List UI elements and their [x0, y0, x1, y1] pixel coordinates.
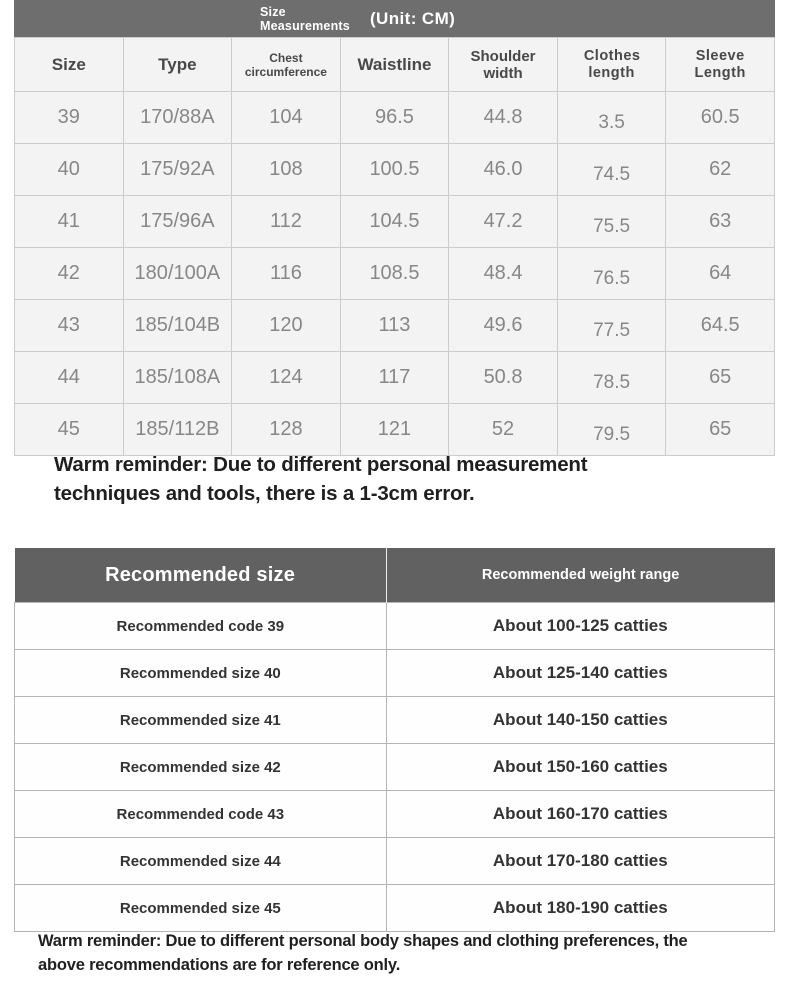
size-table-cell-value: 40 — [57, 158, 80, 180]
recommended-weight-header: Recommended weight range — [386, 548, 774, 603]
size-table-cell-value: 175/92A — [140, 158, 215, 180]
recommended-size-cell: Recommended size 40 — [15, 650, 387, 697]
size-table-cell — [449, 404, 558, 456]
size-table-cell — [557, 404, 666, 456]
size-table-cell — [15, 92, 124, 144]
recommendation-row — [15, 650, 775, 697]
size-table-cell-value: 78.5 — [593, 371, 631, 393]
size-column-header-1: Type — [123, 38, 232, 92]
size-table-cell-value: 96.5 — [375, 106, 414, 128]
size-table-cell-value: 74.5 — [593, 163, 631, 185]
size-table-cell-value: 128 — [269, 418, 303, 440]
size-table-cell — [232, 92, 341, 144]
size-column-header-6: Sleeve Length — [666, 38, 775, 92]
size-column-header-0: Size — [15, 38, 124, 92]
size-table-cell — [666, 92, 775, 144]
recommendation-row — [15, 838, 775, 885]
size-table-cell-value: 75.5 — [593, 215, 631, 237]
recommended-weight-cell: About 150-160 catties — [386, 744, 774, 791]
size-table-cell-value: 39 — [57, 106, 80, 128]
size-table-cell — [15, 352, 124, 404]
size-table-cell — [123, 300, 232, 352]
recommended-size-cell: Recommended size 45 — [15, 885, 387, 932]
size-table-cell — [449, 144, 558, 196]
size-table-cell — [232, 352, 341, 404]
size-table-cell — [340, 248, 449, 300]
size-table-row — [15, 352, 775, 404]
size-table-cell-value: 60.5 — [700, 106, 740, 128]
size-table-cell-value: 64.5 — [700, 314, 740, 336]
size-table-cell-value: 48.4 — [483, 262, 523, 284]
size-table-cell-value: 65 — [709, 418, 732, 440]
size-table-cell — [340, 404, 449, 456]
recommended-size-cell: Recommended size 44 — [15, 838, 387, 885]
size-table-cell-value: 42 — [57, 262, 80, 284]
recommended-size-header: Recommended size — [15, 548, 387, 603]
size-table-title: Size Measurements — [260, 4, 350, 33]
recommended-weight-cell: About 170-180 catties — [386, 838, 774, 885]
size-table-cell — [449, 92, 558, 144]
size-table-cell — [15, 196, 124, 248]
size-table-cell-value: 120 — [269, 314, 303, 336]
size-table-cell-value: 77.5 — [593, 319, 631, 341]
size-table-cell — [340, 144, 449, 196]
size-table-cell-value: 44.8 — [483, 106, 523, 128]
size-table-cell — [232, 196, 341, 248]
size-table-cell-value: 112 — [269, 210, 302, 232]
size-table-cell-value: 63 — [709, 210, 732, 232]
size-table-cell — [123, 404, 232, 456]
recommendation-row — [15, 885, 775, 932]
recommended-weight-cell: About 160-170 catties — [386, 791, 774, 838]
reference-only-note — [38, 929, 688, 977]
size-table-cell — [123, 196, 232, 248]
size-table-cell — [15, 404, 124, 456]
recommended-weight-cell: About 180-190 catties — [386, 885, 774, 932]
size-column-header-2: Chest circumference — [232, 38, 341, 92]
size-table-cell — [123, 352, 232, 404]
recommendation-row — [15, 697, 775, 744]
size-table-cell-value: 104.5 — [369, 210, 420, 232]
size-table-cell-value: 180/100A — [134, 262, 221, 284]
reference-only-note-line1: Warm reminder: Due to different personal body shapes and clothing preferences, the — [38, 932, 688, 950]
size-table-cell — [449, 248, 558, 300]
size-table-cell — [340, 352, 449, 404]
size-table-cell — [123, 248, 232, 300]
size-table-cell — [557, 196, 666, 248]
recommended-size-cell: Recommended code 43 — [15, 791, 387, 838]
size-table-cell-value: 45 — [57, 418, 80, 440]
size-table-cell-value: 65 — [709, 366, 732, 388]
size-table-cell-value: 116 — [269, 262, 302, 284]
size-table-cell-value: 64 — [709, 262, 732, 284]
size-table-cell — [15, 248, 124, 300]
size-table-row — [15, 196, 775, 248]
size-table-cell-value: 108 — [269, 158, 303, 180]
recommended-size-cell: Recommended size 41 — [15, 697, 387, 744]
size-table-cell-value: 185/108A — [134, 366, 221, 388]
size-table-cell — [557, 248, 666, 300]
size-measurements-section — [14, 0, 775, 456]
size-table-cell-value: 121 — [377, 418, 412, 440]
size-column-header-3: Waistline — [340, 38, 449, 92]
measurement-error-note-line2: techniques and tools, there is a 1-3cm error. — [54, 481, 475, 505]
recommendation-row — [15, 744, 775, 791]
size-table-cell-value: 47.2 — [483, 210, 523, 232]
size-table-cell-value: 100.5 — [369, 158, 420, 180]
recommended-size-cell: Recommended code 39 — [15, 603, 387, 650]
recommended-weight-cell: About 125-140 catties — [386, 650, 774, 697]
size-table-row — [15, 300, 775, 352]
size-table-cell-value: 79.5 — [593, 423, 631, 445]
recommendation-section — [14, 548, 775, 932]
recommended-weight-cell: About 100-125 catties — [386, 603, 774, 650]
size-table-cell-value: 41 — [57, 210, 80, 232]
size-table-cell — [666, 196, 775, 248]
size-table-cell — [15, 300, 124, 352]
size-table-cell — [557, 144, 666, 196]
size-table-cell-value: 170/88A — [140, 106, 215, 128]
size-table-cell-value: 124 — [269, 366, 303, 388]
size-table-unit: (Unit: CM) — [370, 8, 456, 28]
size-table-row — [15, 92, 775, 144]
size-column-header-5: Clothes length — [557, 38, 666, 92]
size-table-header-row — [15, 38, 775, 92]
size-table-cell — [15, 144, 124, 196]
recommended-weight-cell: About 140-150 catties — [386, 697, 774, 744]
size-column-header-4: Shoulder width — [449, 38, 558, 92]
size-table-cell-value: 46.0 — [483, 158, 523, 180]
size-table-cell-value: 76.5 — [593, 267, 631, 289]
size-table-row — [15, 248, 775, 300]
size-table-cell — [557, 92, 666, 144]
size-table-cell-value: 104 — [269, 106, 303, 128]
size-table-cell — [449, 300, 558, 352]
size-table-title-bar — [14, 0, 775, 37]
size-table-cell-value: 185/104B — [134, 314, 221, 336]
size-table-cell — [232, 144, 341, 196]
size-table-cell — [666, 352, 775, 404]
recommended-size-cell: Recommended size 42 — [15, 744, 387, 791]
size-table-cell-value: 49.6 — [483, 314, 523, 336]
size-table-row — [15, 404, 775, 456]
size-table-cell — [340, 196, 449, 248]
size-table-cell — [123, 144, 232, 196]
size-table-row — [15, 144, 775, 196]
size-table-cell — [666, 144, 775, 196]
size-table-cell-value: 50.8 — [483, 366, 523, 388]
size-table-cell — [449, 196, 558, 248]
size-table-cell-value: 62 — [709, 158, 732, 180]
size-table-cell-value: 175/96A — [140, 210, 215, 232]
recommendation-header-row — [15, 548, 775, 603]
recommendation-table — [14, 548, 775, 932]
size-table-cell-value: 3.5 — [598, 111, 625, 133]
size-table-cell — [232, 248, 341, 300]
measurement-error-note — [54, 451, 587, 508]
size-table-cell — [340, 92, 449, 144]
size-table-cell — [557, 300, 666, 352]
size-table-cell — [232, 300, 341, 352]
size-table-cell-value: 113 — [378, 314, 411, 336]
size-table-cell — [449, 352, 558, 404]
size-table-cell — [123, 92, 232, 144]
size-table-cell — [557, 352, 666, 404]
size-table-cell-value: 185/112B — [135, 418, 220, 440]
size-table-cell-value: 108.5 — [369, 262, 420, 284]
size-measurements-table — [14, 37, 775, 456]
reference-only-note-line2: above recommendations are for reference only. — [38, 956, 401, 974]
recommendation-row — [15, 791, 775, 838]
measurement-error-note-line1: Warm reminder: Due to different personal measurement — [54, 453, 588, 476]
size-table-cell — [666, 248, 775, 300]
size-table-cell-value: 117 — [378, 366, 411, 388]
size-table-cell — [232, 404, 341, 456]
size-table-cell-value: 43 — [57, 314, 80, 336]
size-table-cell — [340, 300, 449, 352]
recommendation-row — [15, 603, 775, 650]
size-table-cell-value: 52 — [491, 418, 515, 440]
size-table-cell — [666, 300, 775, 352]
size-table-cell-value: 44 — [57, 366, 80, 388]
size-table-cell — [666, 404, 775, 456]
